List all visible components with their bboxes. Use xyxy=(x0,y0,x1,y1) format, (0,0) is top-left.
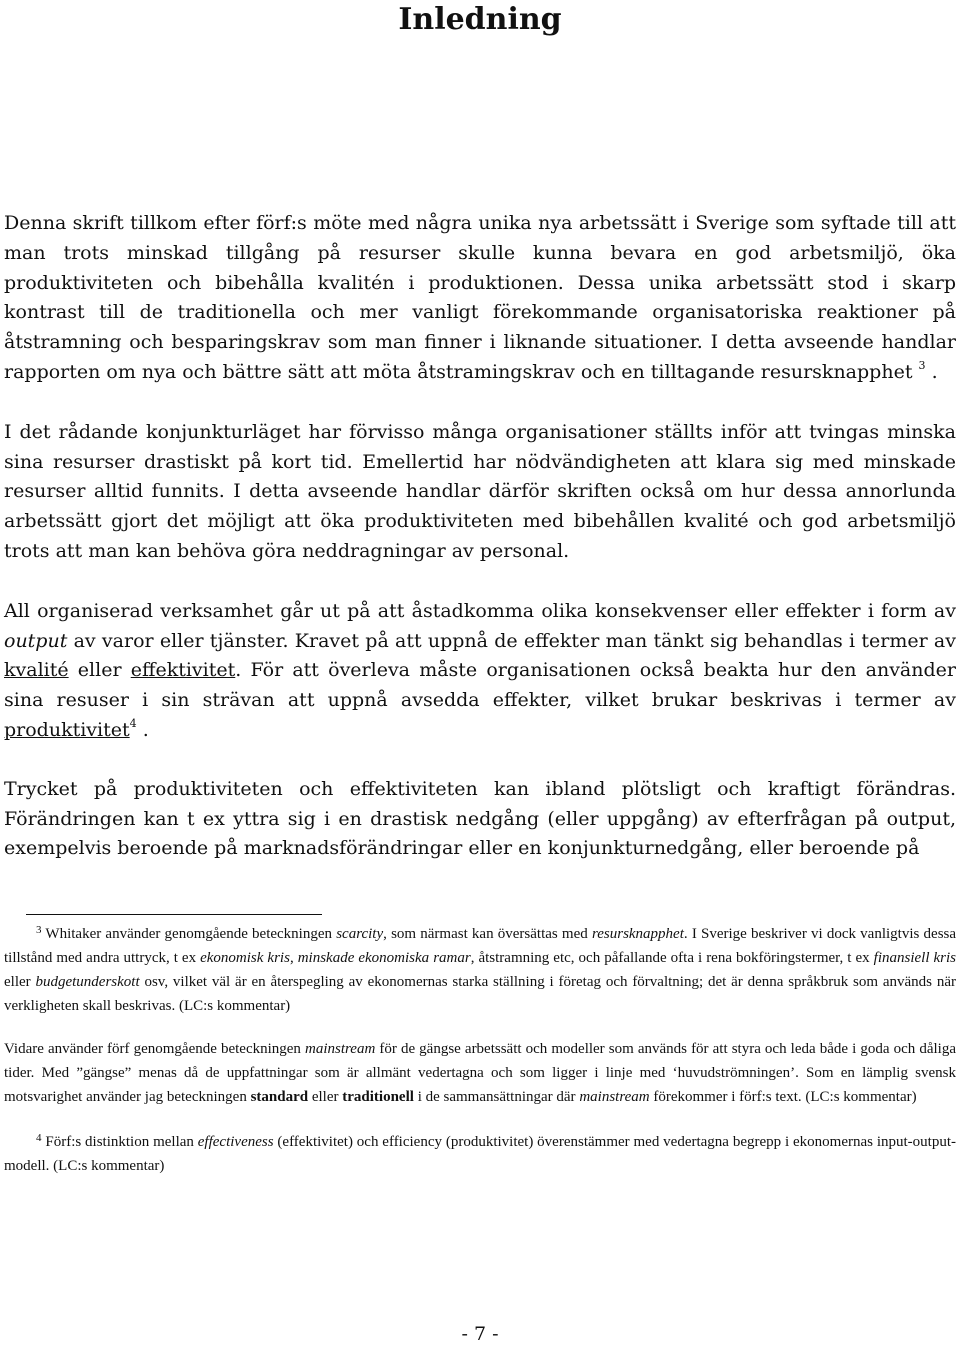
paragraph-3: All organiserad verksamhet går ut på att åstadkomma olika konsekvenser eller effekter i form av output av varor eller tjänster. Kravet på att uppnå de effekter man tänkt sig behandlas i termer av kvalité eller effektivitet. För att överleva måste organisationen också beakta hur den använder sina resuser i sin strävan att uppnå avsedda effekter, vilket brukar beskrivas i termer av produktivitet$^4$ . xyxy=(4,599,956,741)
page-title: Inledning xyxy=(398,2,562,37)
paragraph-2: I det rådande konjunkturläget har förvisso många organisationer ställts inför att tvingas minska sina resurser drastiskt på kort tid. Emellertid har nödvändigheten att klara sig med minskade resurser alltid funnits. I detta avseende handlar därför skriften också om hur dessa annorlunda arbetssätt gjort det möjligt att öka produktiviteten med bibehållen kvalité och god arbetsmiljö trots att man kan behöva göra neddragningar av personal. xyxy=(4,420,956,562)
footnote-3: $^3$ Whitaker använder genomgående beteckningen scarcity, som närmast kan översättas med resursknapphet. I Sverige beskriver vi dock vanligtvis dessa tillstånd med andra uttryck, t ex ekonomisk kris, minskade ekonomiska ramar, åtstramning etc, och påfallande ofta i rena bokföringstermer, t ex finansiell kris eller budgetunderskott osv, vilket väl är en återspegling av ekonomernas starka ställning i företag och förvaltning; det är denna språkbruk som används när verkligheten skall beskrivas. (LC:s kommentar) xyxy=(4,924,957,1014)
term-kvalite: kvalité xyxy=(4,659,69,682)
term-effektivitet: effektivitet xyxy=(130,659,236,682)
footnote-number-3: 3 xyxy=(36,924,42,936)
footnote-ref-4[interactable]: 4 xyxy=(129,716,137,730)
footnote-ref-3[interactable]: 3 xyxy=(918,358,926,372)
footnote-divider xyxy=(26,914,322,915)
paragraph-1: Denna skrift tillkom efter förf:s möte med några unika nya arbetssätt i Sverige som syftade till att man trots minskad tillgång på resurser skulle kunna bevara en god arbetsmiljö, öka produktiviteten och bibehålla kvalitén i produktionen. Dessa unika arbetssätt stod i skarp kontrast till de traditionella och mer vanligt förekommande organisatoriska reaktioner på åtstramning och besparingskrav som man finner i liknande situationer. I detta avseende handlar rapporten om nya och bättre sätt att möta åtstramingskrav och en tilltagande resursknapphet $^3$ . xyxy=(4,212,956,383)
term-output: output xyxy=(4,629,68,652)
footnotes xyxy=(4,922,956,1178)
term-produktivitet: produktivitet xyxy=(4,718,130,741)
body-text xyxy=(4,209,956,894)
footnote-number-4: 4 xyxy=(36,1132,42,1144)
page-number: - 7 - xyxy=(461,1323,499,1345)
paragraph-4: Trycket på produktiviteten och effektiviteten kan ibland plötsligt och kraftigt förändras. Förändringen kan t ex yttra sig i en drastisk nedgång (eller uppgång) av efterfrågan på output, exempelvis beroende på marknadsförändringar eller en konjunkturnedgång, eller beroende på xyxy=(4,777,956,860)
footnote-4: $^4$ Förf:s distinktion mellan effectiveness (effektivitet) och efficiency (produktivitet) överenstämmer med vedertagna begrepp i ekonomernas input-output-modell. (LC:s kommentar) xyxy=(4,1132,956,1174)
footnote-3-continued: Vidare använder förf genomgående beteckningen mainstream för de gängse arbetssätt och modeller som används för att styra och leda både i goda och dåliga tider. Med ”gängse” menas då de uppfattningar som är allmänt vedertagna och som ligger i linje med ‘huvudströmningen’. Som en lämplig svensk motsvarighet använder jag beteckningen standard eller traditionell i de sammansättningar där mainstream förekommer i förf:s text. (LC:s kommentar) xyxy=(4,1041,956,1105)
